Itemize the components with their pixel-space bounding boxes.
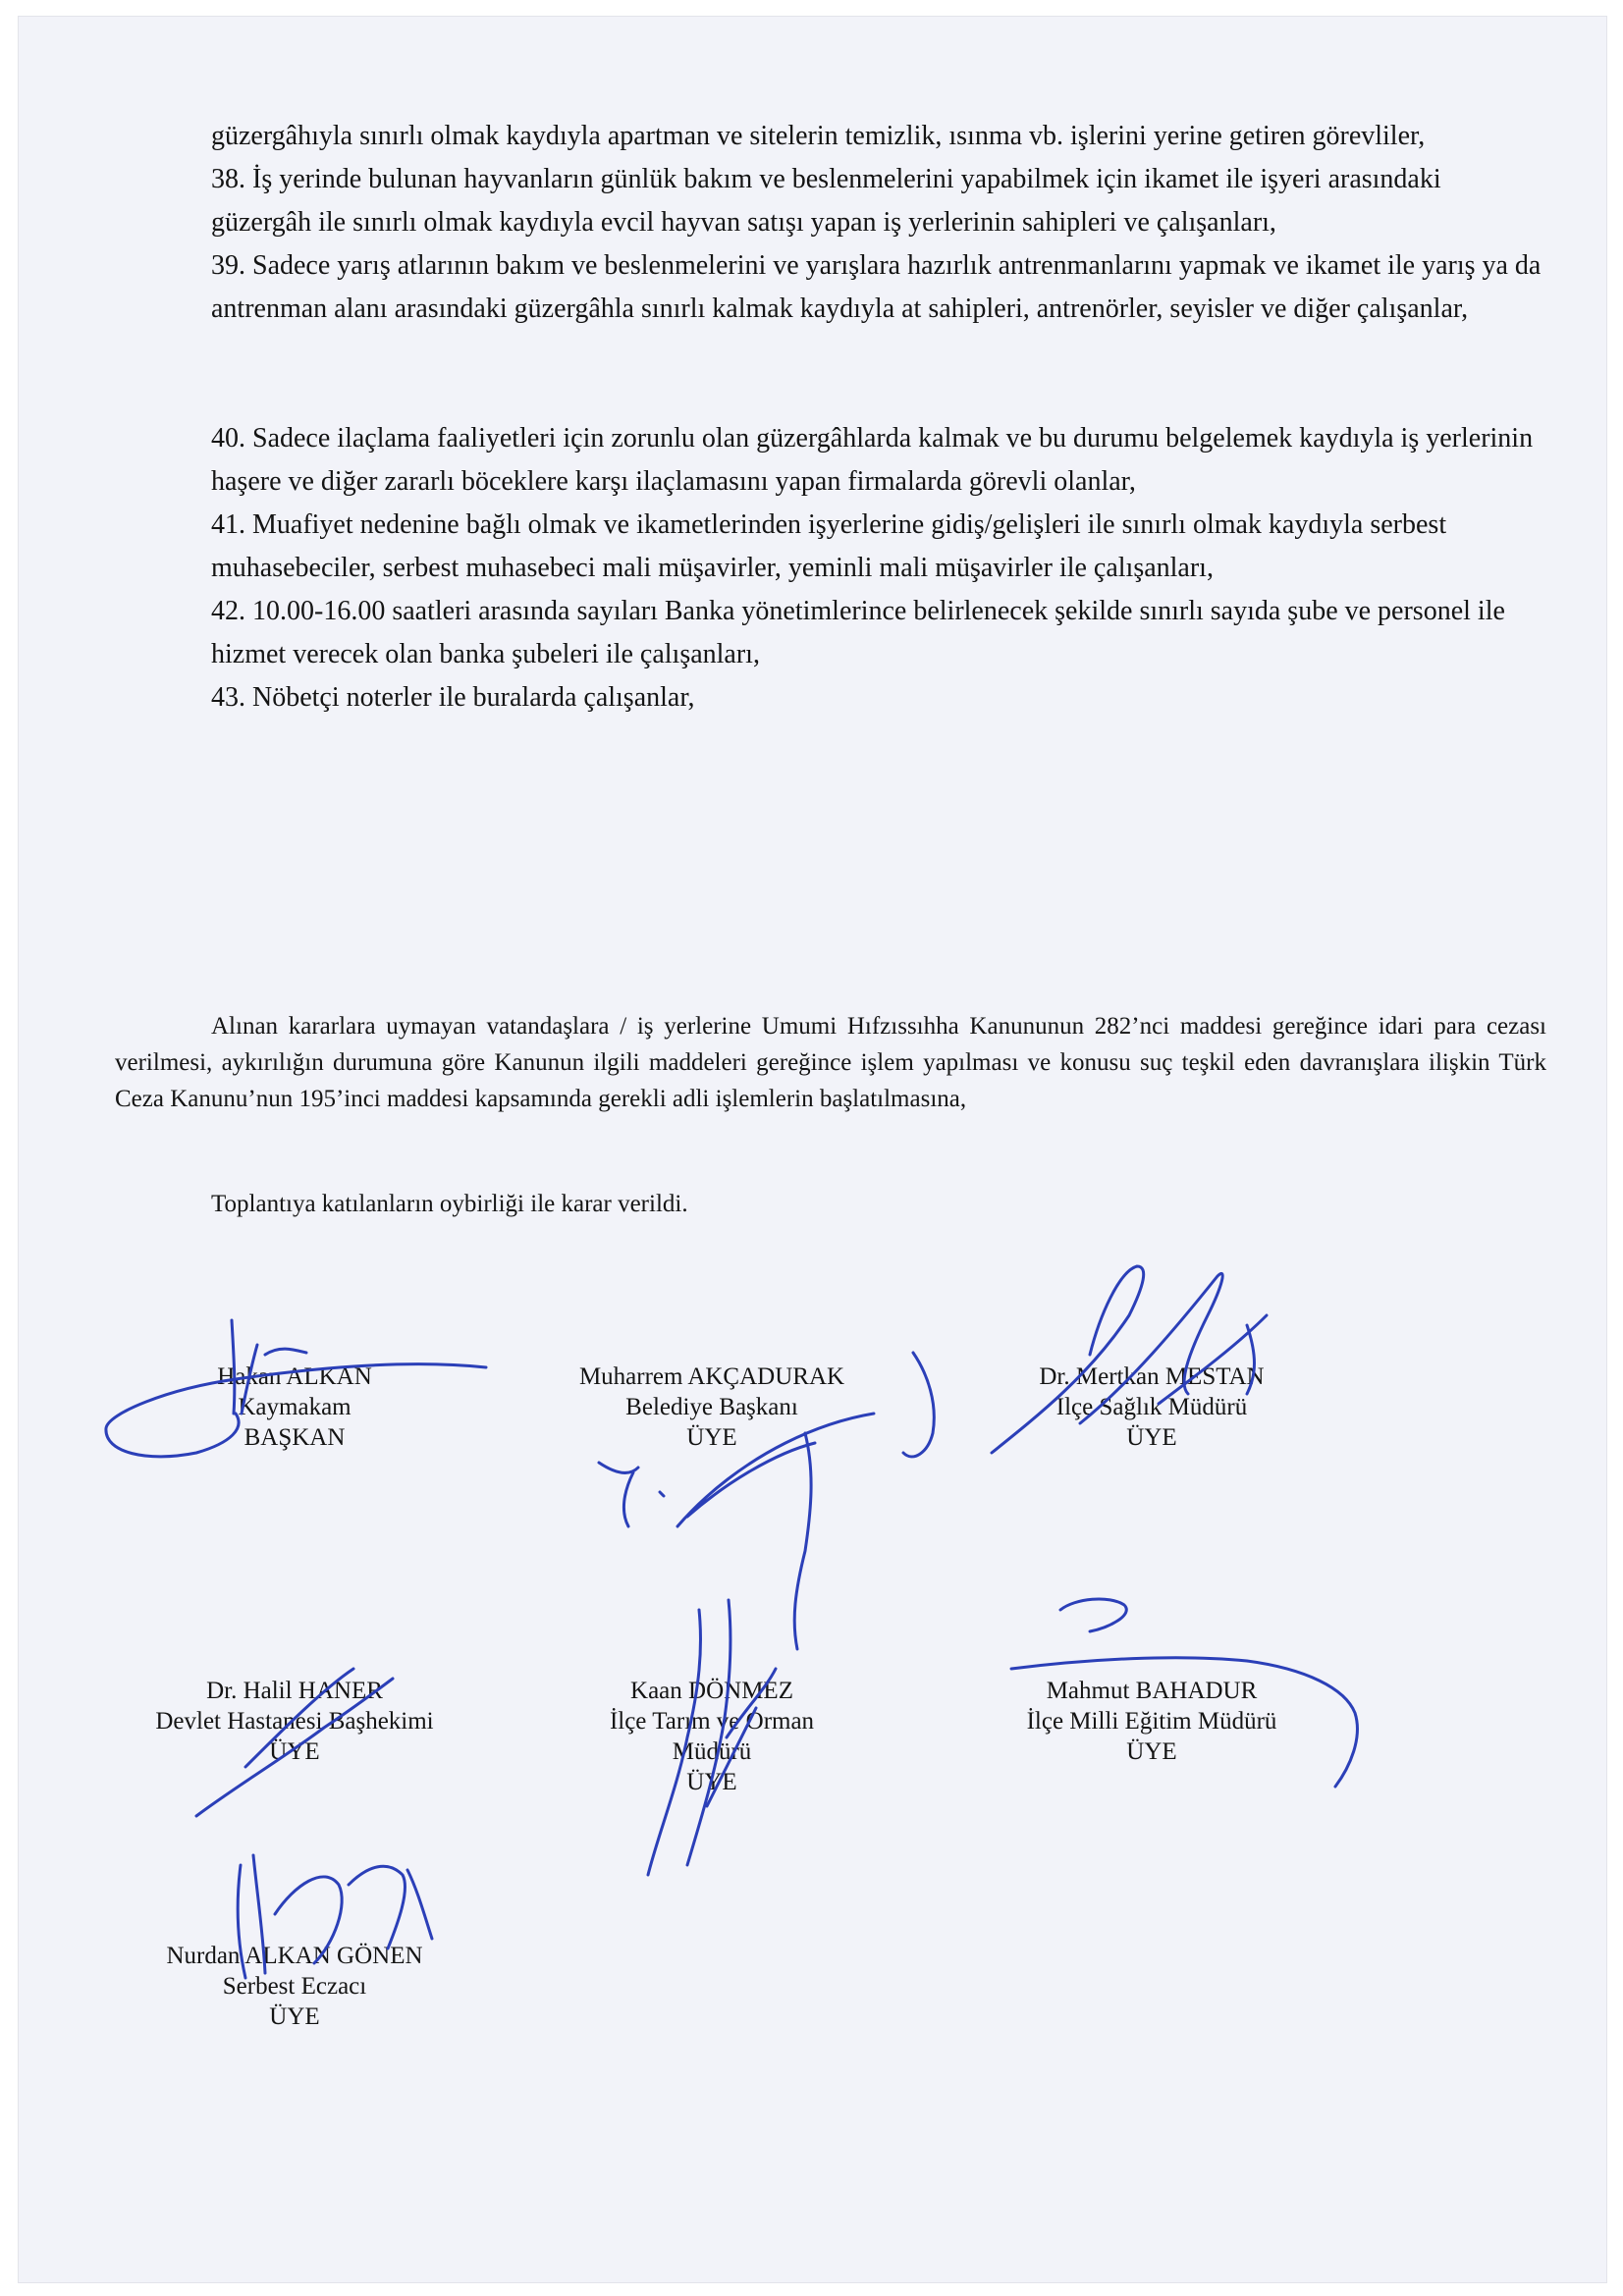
signatory-health-director [975, 1362, 1328, 1453]
list-item: güzergâhıyla sınırlı olmak kaydıyla apartman ve sitelerin temizlik, ısınma vb. işlerini yerine getiren görevliler, [211, 121, 1426, 151]
document-page [18, 16, 1607, 2283]
signatory-name: Nurdan ALKAN GÖNEN [166, 1943, 423, 1969]
signatory-role: ÜYE [1126, 1424, 1177, 1451]
list-item: 41. Muafiyet nedenine bağlı olmak ve ikametlerinden işyerlerine gidiş/gelişleri ile sınırlı olmak kaydıyla serbest muhasebeciler, serbest muhasebeci mali müşavirler, yeminli mali müşavirler ile çalışanları, [211, 509, 1447, 583]
signatory-name: Muharrem AKÇADURAK [578, 1363, 845, 1390]
signatory-role: ÜYE [1126, 1738, 1177, 1765]
signatory-education-director [975, 1676, 1328, 1767]
signatory-name: Kaan DÖNMEZ [630, 1678, 793, 1704]
signatory-title: İlçe Sağlık Müdürü [1055, 1394, 1248, 1420]
signatory-title: Devlet Hastanesi Başhekimi [155, 1708, 434, 1735]
decision-paragraph [115, 1008, 1546, 1117]
signatory-mayor [535, 1362, 889, 1453]
signatory-agriculture-director [535, 1676, 889, 1797]
signatory-role: ÜYE [269, 1738, 320, 1765]
list-item: 42. 10.00-16.00 saatleri arasında sayıları Banka yönetimlerince belirlenecek şekilde sınırlı sayıda şube ve personel ile hizmet verecek olan banka şubeleri ile çalışanları, [211, 596, 1505, 669]
signatory-title: Belediye Başkanı [625, 1394, 798, 1420]
list-item: 38. İş yerinde bulunan hayvanların günlük bakım ve beslenmelerini yapabilmek için ikamet ile işyeri arasındaki güzergâh ile sınırlı olmak kaydıyla evcil hayvan satışı yapan iş yerlerinin sahipleri ve çalışanları, [211, 164, 1441, 238]
signatory-role: ÜYE [686, 1424, 737, 1451]
signatory-name: Mahmut BAHADUR [1046, 1678, 1258, 1704]
signatory-name: Dr. Halil HANER [206, 1678, 383, 1704]
signatory-title: İlçe Tarım ve Orman [609, 1708, 815, 1735]
signatory-pharmacist [118, 1941, 471, 2032]
signatory-role: ÜYE [269, 2003, 320, 2030]
signatory-role: BAŞKAN [243, 1424, 346, 1451]
signatory-hospital-chief [118, 1676, 471, 1767]
list-item: 40. Sadece ilaçlama faaliyetleri için zorunlu olan güzergâhlarda kalmak ve bu durumu belgelemek kaydıyla iş yerlerinin haşere ve diğer zararlı böceklere karşı ilaçlamasını yapan firmalarda görevli olanlar, [211, 423, 1534, 497]
signatory-chair [118, 1362, 471, 1453]
signatory-role: ÜYE [686, 1769, 737, 1795]
signatory-title: İlçe Milli Eğitim Müdürü [1026, 1708, 1277, 1735]
closing-statement: Toplantıya katılanların oybirliği ile karar verildi. [211, 1191, 688, 1217]
signatory-title-line2: Müdürü [672, 1738, 752, 1765]
list-item: 39. Sadece yarış atlarının bakım ve beslenmelerini ve yarışlara hazırlık antrenmanlarını yapmak ve ikamet ile yarış ya da antrenman alanı arasındaki güzergâhla sınırlı kalmak kaydıyla at sahipleri, antrenörler, seyisler ve diğer çalışanlar, [211, 250, 1542, 324]
signatory-title: Serbest Eczacı [222, 1973, 367, 2000]
exemption-list [211, 115, 1546, 720]
list-item: 43. Nöbetçi noterler ile buralarda çalışanlar, [211, 682, 695, 713]
signatory-name: Hakan ALKAN [217, 1363, 372, 1390]
signatory-name: Dr. Mertkan MESTAN [1039, 1363, 1265, 1390]
signatory-title: Kaymakam [238, 1394, 352, 1420]
decision-text: Alınan kararlara uymayan vatandaşlara / iş yerlerine Umumi Hıfzıssıhha Kanununun 282’nci maddesi gereğince idari para cezası verilmesi, aykırılığın durumuna göre Kanunun ilgili maddeleri gereğince işlem yapılması ve konusu suç teşkil eden davranışlara ilişkin Türk Ceza Kanunu’nun 195’inci maddesi kapsamında gerekli adli işlemlerin başlatılmasına, [115, 1013, 1546, 1112]
